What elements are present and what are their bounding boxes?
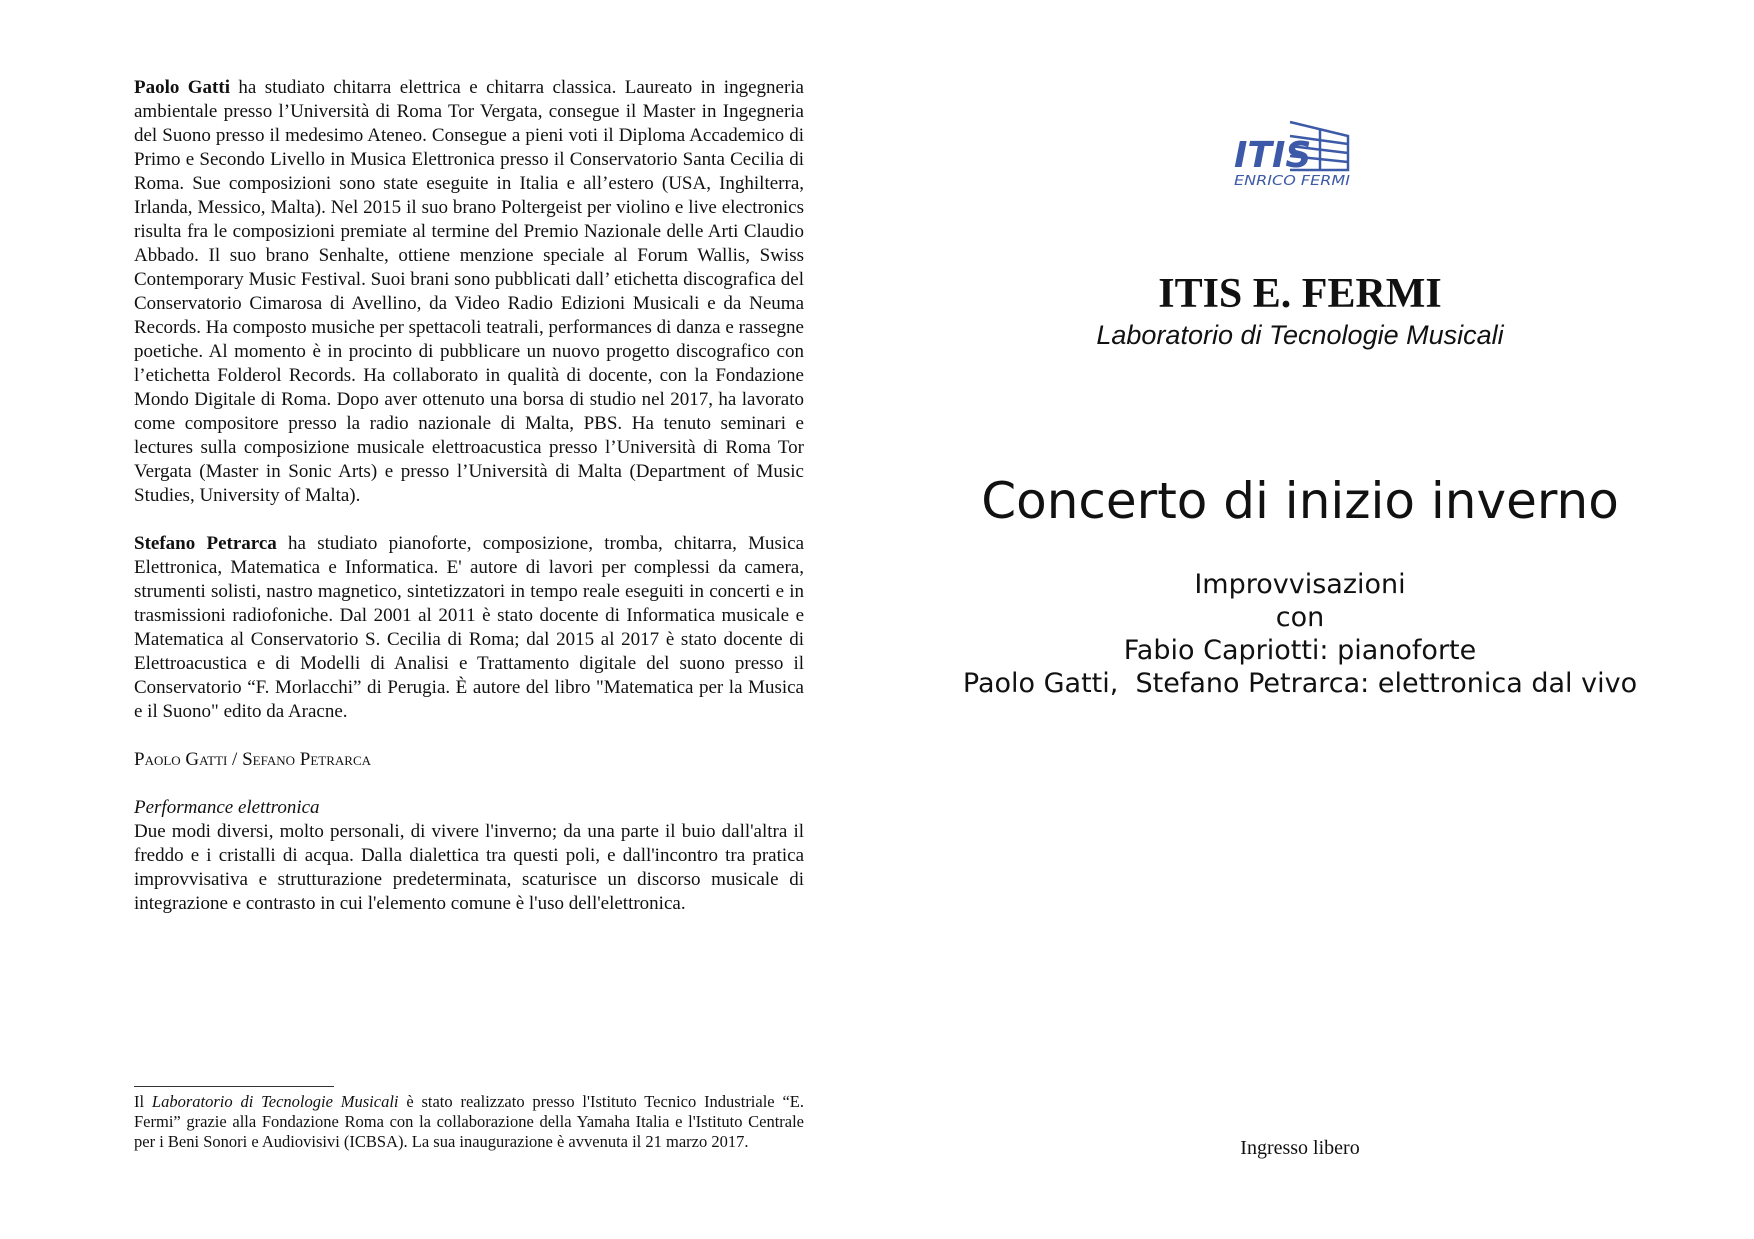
school-title: ITIS E. FERMI: [1158, 271, 1442, 317]
performer-line: Paolo Gatti, Stefano Petrarca: elettronica dal vivo: [962, 668, 1638, 699]
piece-description: Due modi diversi, molto personali, di vivere l'inverno; da una parte il buio dall'altra il freddo e i cristalli di acqua. Dalla dialettica tra questi poli, e dall'incontro tra pratica improvvisativa e strutturazione predeterminata, scaturisce un discorso musicale di integrazione e contrasto in cui l'elemento comune è l'uso dell'elettronica.: [134, 821, 804, 914]
svg-text:ENRICO FERMI: ENRICO FERMI: [1234, 174, 1351, 189]
performers: [900, 568, 1700, 700]
piece-title: Performance elettronica: [134, 797, 320, 818]
bio-name: Paolo Gatti: [134, 77, 230, 98]
bio-text: ha studiato pianoforte, composizione, tromba, chitarra, Musica Elettronica, Matematica e Informatica. E' autore di lavori per complessi da camera, strumenti solisti, nastro magnetico, sintetizzatori in tempo reale eseguiti in concerti e in trasmissioni radiofoniche. Dal 2001 al 2011 è stato docente di Informatica musicale e Matematica al Conservatorio S. Cecilia di Roma; dal 2015 al 2017 è stato docente di Elettroacustica e di Modelli di Analisi e Trattamento digitale del suono presso il Conservatorio “F. Morlacchi” di Perugia. È autore del libro "Matematica per la Musica e il Suono" edito da Aracne.: [134, 533, 804, 722]
bio-text: ha studiato chitarra elettrica e chitarra classica. Laureato in ingegneria ambientale presso l’Università di Roma Tor Vergata, consegue il Master in Ingegneria del Suono presso il medesimo Ateneo. Consegue a pieni voti il Diploma Accademico di Primo e Secondo Livello in Musica Elettronica presso il Conservatorio Santa Cecilia di Roma. Sue composizioni sono state eseguite in Italia e all’estero (USA, Inghilterra, Irlanda, Messico, Malta). Nel 2015 il suo brano Poltergeist per violino e live electronics risulta fra le composizioni premiate al termine del Premio Nazionale delle Arti Claudio Abbado. Il suo brano Senhalte, ottiene menzione speciale al Forum Wallis, Swiss Contemporary Music Festival. Suoi brani sono pubblicati dall’ etichetta discografica del Conservatorio Cimarosa di Avellino, da Video Radio Edizioni Musicali e da Neuma Records. Ha composto musiche per spettacoli teatrali, performances di danza e rassegne poetiche. Al momento è in procinto di pubblicare un nuovo progetto discografico con l’etichetta Folderol Records. Ha collaborato in qualità di docente, con la Fondazione Mondo Digitale di Roma. Dopo aver ottenuto una borsa di studio nel 2017, ha lavorato come compositore presso la radio nazionale di Malta, PBS. Ha tenuto seminari e lectures sulla composizione musicale elettroacustica presso l’Università di Roma Tor Vergata (Master in Sonic Arts) e presso l’Università di Malta (Department of Music Studies, University of Malta).: [134, 77, 804, 506]
footnote: Il Laboratorio di Tecnologie Musicali è stato realizzato presso l'Istituto Tecnico Industriale “E. Fermi” grazie alla Fondazione Roma con la collaborazione della Yamaha Italia e l'Istituto Centrale per i Beni Sonori e Audiovisivi (ICBSA). La sua inaugurazione è avvenuta il 21 marzo 2017.: [134, 1092, 804, 1151]
performer-line: Improvvisazioni: [1194, 569, 1406, 600]
performer-line: Fabio Capriotti: pianoforte: [1123, 635, 1477, 666]
bio-paolo-gatti: [134, 76, 804, 508]
right-page: [900, 0, 1700, 1239]
concert-title: Concerto di inizio inverno: [981, 472, 1619, 530]
footnote-separator: [134, 1086, 334, 1087]
left-page: [134, 76, 804, 916]
admission-note: Ingresso libero: [1240, 1137, 1360, 1159]
piece-authors: Paolo Gatti / Sefano Petrarca: [134, 749, 372, 770]
svg-text:ITIS: ITIS: [1234, 135, 1312, 176]
bio-stefano-petrarca: [134, 532, 804, 724]
school-logo: [1220, 112, 1360, 192]
lab-title: Laboratorio di Tecnologie Musicali: [1096, 320, 1504, 350]
bio-name: Stefano Petrarca: [134, 533, 277, 554]
performer-line: con: [1275, 602, 1325, 633]
